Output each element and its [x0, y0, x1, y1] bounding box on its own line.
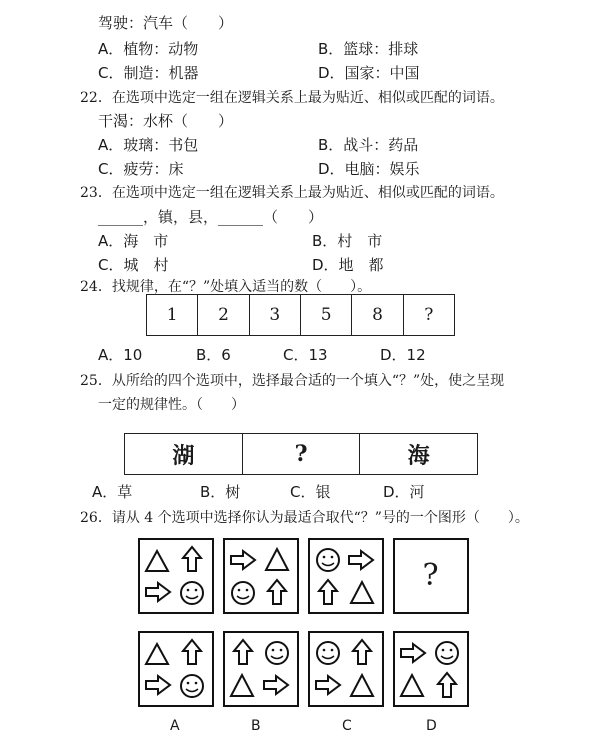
sequence-cell-unknown: ?: [424, 305, 434, 325]
q25-word-box: [124, 433, 478, 475]
triangle-icon: [231, 675, 253, 696]
sequence-figure-unknown: [393, 538, 469, 614]
up-arrow-icon: [438, 673, 456, 697]
q22-question: 22．在选项中选定一组在逻辑关系上最为贴近、相似或匹配的词语。: [80, 90, 504, 106]
smiley-icon: [232, 582, 254, 604]
triangle-icon: [146, 644, 168, 664]
right-arrow-icon: [231, 551, 255, 569]
q24-option-d[interactable]: D．12: [380, 346, 426, 364]
q26-label-a: A: [170, 718, 180, 734]
q21-stem: 驾驶：汽车（ ）: [98, 14, 234, 32]
right-arrow-icon: [264, 676, 288, 694]
q22-option-c[interactable]: C．疲劳：床: [98, 160, 184, 178]
triangle-icon: [401, 675, 423, 696]
sequence-cell: 3: [250, 295, 301, 335]
q26-question: 26．请从 4 个选项中选择你认为最适合取代“？”号的一个图形（ ）。: [80, 510, 529, 526]
sequence-cell: 5: [301, 295, 352, 335]
q24-option-a[interactable]: A．10: [98, 346, 143, 364]
q26-option-figure-c[interactable]: [308, 631, 384, 707]
triangle-icon: [266, 549, 288, 570]
up-arrow-icon: [183, 547, 201, 571]
q25-option-c[interactable]: C．银: [290, 483, 331, 501]
smiley-icon: [317, 549, 339, 571]
smiley-icon: [436, 642, 458, 664]
triangle-icon: [351, 582, 373, 603]
q26-label-c: C: [342, 718, 352, 734]
q21-option-d[interactable]: D．国家：中国: [318, 64, 420, 82]
q21-option-b[interactable]: B．篮球：排球: [318, 40, 419, 58]
q24-option-b[interactable]: B．6: [196, 346, 231, 364]
sequence-cell: 1: [147, 295, 198, 335]
q25-question-line2: 一定的规律性。（ ）: [98, 397, 245, 413]
smiley-icon: [266, 642, 288, 664]
sequence-cell: 2: [198, 295, 249, 335]
q26-option-figure-a[interactable]: [138, 631, 214, 707]
q24-sequence-box: [146, 294, 455, 336]
q23-option-c[interactable]: C．城 村: [98, 256, 169, 274]
q23-stem: ______，镇，县，______（ ）: [98, 208, 324, 226]
q26-option-figure-d[interactable]: [393, 631, 469, 707]
up-arrow-icon: [268, 580, 286, 604]
sequence-cell: 8: [352, 295, 403, 335]
right-arrow-icon: [146, 583, 170, 601]
q22-option-d[interactable]: D．电脑：娱乐: [318, 160, 420, 178]
sequence-figure-3: [308, 538, 384, 614]
word-cell: 湖: [125, 434, 243, 474]
q25-option-a[interactable]: A．草: [92, 483, 133, 501]
word-cell-unknown: ?: [243, 434, 361, 474]
smiley-icon: [317, 642, 339, 664]
q26-label-b: B: [251, 718, 261, 734]
q22-option-a[interactable]: A．玻璃：书包: [98, 136, 199, 154]
q26-option-figure-b[interactable]: [223, 631, 299, 707]
q25-option-d[interactable]: D．河: [383, 483, 425, 501]
q23-question: 23．在选项中选定一组在逻辑关系上最为贴近、相似或匹配的词语。: [80, 185, 504, 201]
q24-option-c[interactable]: C．13: [283, 346, 328, 364]
right-arrow-icon: [316, 676, 340, 694]
q23-option-b[interactable]: B．村 市: [312, 232, 383, 250]
q21-option-a[interactable]: A．植物：动物: [98, 40, 199, 58]
question-mark: ?: [422, 558, 439, 593]
up-arrow-icon: [319, 580, 337, 604]
q21-option-c[interactable]: C．制造：机器: [98, 64, 199, 82]
triangle-icon: [351, 675, 373, 696]
right-arrow-icon: [401, 644, 425, 662]
q22-stem: 干渴：水杯（ ）: [98, 112, 234, 130]
right-arrow-icon: [146, 676, 170, 694]
smiley-icon: [181, 582, 203, 604]
q26-label-d: D: [426, 718, 437, 734]
smiley-icon: [181, 675, 203, 697]
up-arrow-icon: [234, 640, 252, 664]
sequence-figure-1: [138, 538, 214, 614]
q25-question-line1: 25．从所给的四个选项中，选择最合适的一个填入“？”处，使之呈现: [80, 373, 505, 389]
q23-option-a[interactable]: A．海 市: [98, 232, 169, 250]
word-cell: 海: [407, 442, 430, 469]
sequence-figure-2: [223, 538, 299, 614]
q23-option-d[interactable]: D．地 都: [312, 256, 384, 274]
up-arrow-icon: [183, 640, 201, 664]
q25-option-b[interactable]: B．树: [200, 483, 241, 501]
q22-option-b[interactable]: B．战斗：药品: [318, 136, 419, 154]
right-arrow-icon: [349, 551, 373, 569]
triangle-icon: [146, 551, 168, 571]
up-arrow-icon: [353, 640, 371, 664]
q24-question: 24．找规律，在“？”处填入适当的数（ ）。: [80, 279, 372, 295]
